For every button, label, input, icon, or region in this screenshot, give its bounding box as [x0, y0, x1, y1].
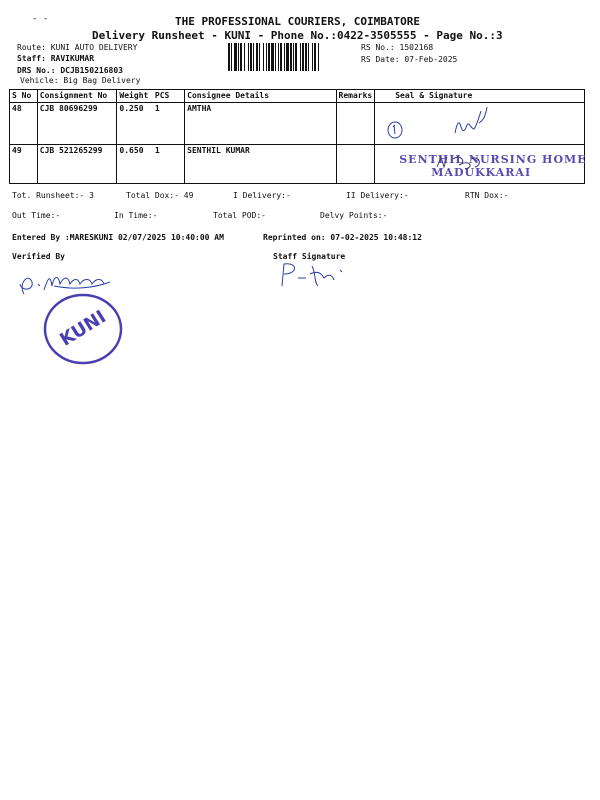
reprinted-on: Reprinted on: 07-02-2025 10:48:12 — [263, 233, 422, 242]
recipient-stamp-line1: SENTHIL NURSING HOME — [399, 153, 587, 166]
corner-marks: - - — [32, 14, 49, 24]
in-time: In Time:- — [114, 211, 158, 220]
entered-by: Entered By :MARESKUNI 02/07/2025 10:40:00 AM — [12, 233, 224, 242]
staff-signature — [272, 260, 362, 290]
staff-label: Staff: RAVIKUMAR — [17, 54, 95, 63]
staff-signature-label: Staff Signature — [273, 252, 346, 261]
rtn-dox: RTN Dox:- — [465, 191, 509, 200]
serial-number: 48 — [10, 103, 38, 145]
runsheet-table — [9, 89, 585, 184]
i-delivery: I Delivery:- — [233, 191, 291, 200]
table-row — [10, 103, 585, 145]
consignee-name: AMTHA — [185, 103, 336, 145]
column-header: PCS — [153, 90, 185, 103]
seal-signature-cell — [375, 103, 585, 145]
rs-date: RS Date: 07-Feb-2025 — [361, 55, 458, 64]
column-header: Remarks — [336, 90, 375, 103]
pcs-value: 1 — [153, 103, 185, 145]
pcs-value: 1 — [153, 145, 185, 184]
table-row — [10, 145, 585, 184]
route-label: Route: KUNI AUTO DELIVERY — [17, 43, 138, 52]
tot-runsheet: Tot. Runsheet:- 3 — [12, 191, 94, 200]
company-title: THE PROFESSIONAL COURIERS, COIMBATORE — [175, 15, 421, 28]
out-time: Out Time:- — [12, 211, 61, 220]
runsheet-title: Delivery Runsheet - KUNI - Phone No.:0422-3505555 - Page No.:3 — [92, 29, 503, 42]
ii-delivery: II Delivery:- — [346, 191, 409, 200]
serial-number: 49 — [10, 145, 38, 184]
barcode — [228, 43, 354, 71]
drs-number: DRS No.: DCJB150216803 — [17, 66, 123, 75]
column-header: Seal & Signature — [375, 90, 585, 103]
remarks-cell — [336, 145, 375, 184]
consignment-number: CJB 521265299 — [37, 145, 117, 184]
consignment-number: CJB 80696299 — [37, 103, 117, 145]
total-pod: Total POD:- — [213, 211, 266, 220]
column-header: Consignee Details — [185, 90, 336, 103]
rs-number: RS No.: 1502168 — [361, 43, 434, 52]
delvy-points: Delvy Points:- — [320, 211, 388, 220]
remarks-cell — [336, 103, 375, 145]
verified-by-label: Verified By — [12, 252, 65, 261]
handwritten-signature — [435, 149, 515, 179]
total-dox: Total Dox:- 49 — [126, 191, 194, 200]
weight-value: 0.250 — [117, 103, 153, 145]
column-header: Consignment No — [37, 90, 117, 103]
consignee-name: SENTHIL KUMAR — [185, 145, 336, 184]
weight-value: 0.650 — [117, 145, 153, 184]
vehicle-label: Vehicle: Big Bag Delivery — [20, 76, 141, 85]
handwritten-signature — [379, 103, 579, 141]
kuni-stamp-text: KUNI — [56, 306, 110, 351]
recipient-stamp-line2: MADUKKARAI — [431, 166, 532, 179]
column-header: Weight — [117, 90, 153, 103]
seal-signature-cell — [375, 145, 585, 184]
table-header-row — [10, 90, 585, 103]
column-header: S No — [10, 90, 38, 103]
